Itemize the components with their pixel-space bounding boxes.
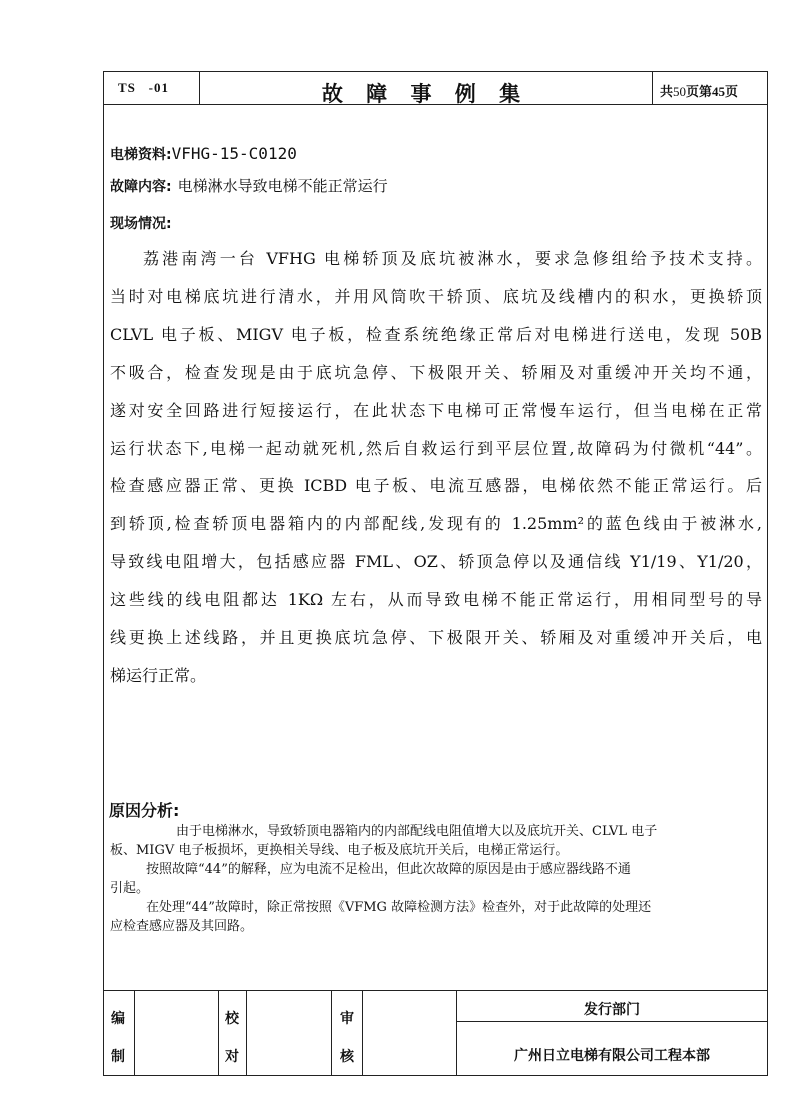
footer-col-2 [218, 990, 219, 1076]
page-total: 50 [673, 84, 687, 99]
cause-line: 应检查感应器及其回路。 [110, 919, 254, 934]
page-counter [660, 81, 738, 100]
editor-label-1: 编 [111, 1011, 125, 1027]
fault-field [110, 175, 388, 196]
dept-value: 广州日立电梯有限公司工程本部 [514, 1048, 710, 1064]
footer-col-1 [134, 990, 135, 1076]
page-mid: 页第 [686, 85, 713, 100]
footer-col-5 [362, 990, 363, 1076]
scene-line: 当时对电梯底坑进行清水，并用风筒吹干轿顶、底坑及线槽内的积水，更换轿顶 [110, 286, 762, 306]
scene-line: 线更换上述线路，并且更换底坑急停、下极限开关、轿厢及对重缓冲开关后，电 [110, 628, 762, 648]
page-current: 45 [712, 84, 726, 99]
scene-line: 不吸合，检查发现是由于底坑急停、下极限开关、轿厢及对重缓冲开关均不通， [110, 362, 762, 382]
scene-line: 检查感应器正常、更换 ICBD 电子板、电流互感器，电梯依然不能正常运行。后 [110, 476, 762, 496]
scene-line: 运行状态下,电梯一起动就死机,然后自救运行到平层位置,故障码为付微机“44”。 [110, 438, 762, 458]
model-value: VFHG-15-C0120 [171, 144, 297, 163]
fault-value: 电梯淋水导致电梯不能正常运行 [177, 177, 388, 195]
cause-line: 板、MIGV 电子板损坏，更换相关导线、电子板及底坑开关后，电梯正常运行。 [110, 843, 569, 858]
document-code: TS -01 [118, 80, 169, 95]
footer-col-4 [331, 990, 332, 1076]
scene-field [110, 213, 172, 233]
dept-label: 发行部门 [584, 1002, 640, 1018]
scene-line: 梯运行正常。 [110, 665, 207, 685]
cause-analysis [110, 822, 762, 936]
fault-label: 故障内容: [110, 179, 172, 195]
scene-line: 遂对安全回路进行短接运行，在此状态下电梯可正常慢车运行，但当电梯在正常 [110, 400, 762, 420]
cause-heading: 原因分析: [109, 801, 180, 820]
page-suffix: 页 [725, 85, 739, 100]
model-field [110, 144, 297, 164]
cause-line: 由于电梯淋水，导致轿顶电器箱内的内部配线电阻值增大以及底坑开关、CLVL 电子 [176, 824, 658, 839]
model-label: 电梯资料: [110, 147, 172, 163]
scene-label: 现场情况: [110, 216, 172, 232]
footer-col-3 [246, 990, 247, 1076]
document-title: 故 障 事 例 集 [321, 82, 529, 106]
footer-divider [103, 990, 768, 991]
scene-line: CLVL 电子板、MIGV 电子板，检查系统绝缘正常后对电梯进行送电，发现 50B [110, 324, 762, 344]
editor-label-2: 制 [111, 1049, 125, 1065]
check-label-2: 对 [225, 1049, 239, 1065]
page-prefix: 共 [660, 85, 674, 100]
scene-line: 荔港南湾一台 VFHG 电梯轿顶及底坑被淋水，要求急修组给予技术支持。 [143, 249, 762, 268]
scene-line: 导致线电阻增大，包括感应器 FML、OZ、轿顶急停以及通信线 Y1/19、Y1/20， [110, 552, 762, 572]
cause-line: 在处理“44”故障时，除正常按照《VFMG 故障检测方法》检查外，对于此故障的处理还 [146, 900, 652, 915]
check-label-1: 校 [225, 1011, 239, 1027]
cause-line: 按照故障“44”的解释，应为电流不足检出，但此次故障的原因是由于感应器线路不通 [146, 862, 631, 877]
scene-description [110, 240, 762, 695]
footer-dept-divider [456, 1021, 768, 1022]
scene-line: 到轿顶,检查轿顶电器箱内的内部配线,发现有的 1.25mm²的蓝色线由于被淋水, [110, 514, 762, 534]
review-label-1: 审 [340, 1011, 354, 1027]
cause-line: 引起。 [110, 881, 150, 896]
review-label-2: 核 [340, 1049, 354, 1065]
header-col-divider-2 [652, 71, 653, 104]
scene-line: 这些线的线电阻都达 1KΩ 左右，从而导致电梯不能正常运行，用相同型号的导 [110, 590, 762, 610]
